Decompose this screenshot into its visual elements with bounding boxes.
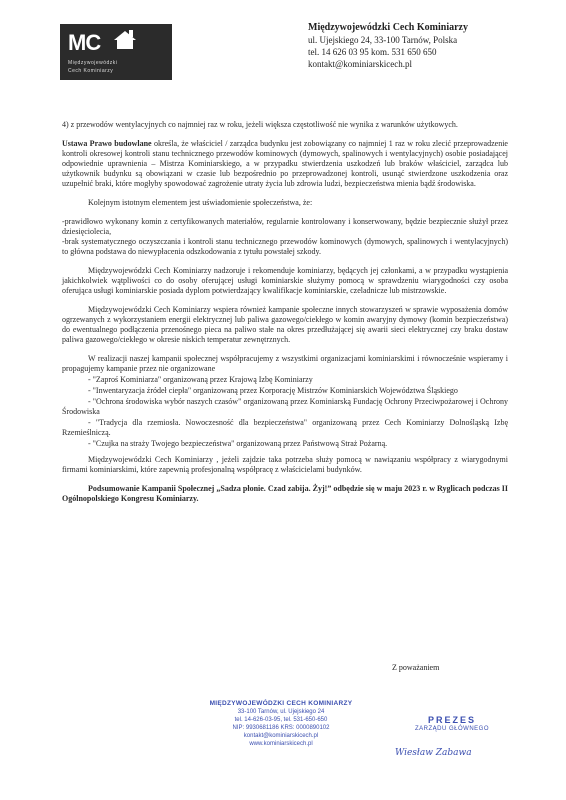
logo-line-2: Cech Kominiarzy xyxy=(68,68,114,74)
chimney-house-icon xyxy=(112,28,138,50)
org-street: ul. Ujejskiego 24, 33-100 Tarnów, Polska xyxy=(308,35,458,45)
list-item: - "Ochrona środowiska wybór naszych czasów" organizowaną przez Kominiarską Fundację Ochrony Przeciwpożarowej i Ochrony Środowiska xyxy=(62,397,508,416)
closing-phrase: Z poważaniem xyxy=(392,663,440,672)
cech-logo xyxy=(60,24,172,80)
organization-stamp xyxy=(196,700,366,748)
paragraph-summary: Podsumowanie Kampanii Społecznej „Sadza płonie. Czad zabija. Żyj!” odbędzie się w maju 2023 r. w Ryglicach podczas II Ogólnopolskiego Kongresu Kominiarzy. xyxy=(62,484,508,503)
point-cleaning: -brak systematycznego oczyszczania i kontroli stanu technicznego przewodów kominowych (dymowych, spalinowych i wentylacyjnych) to główna podstawa do niewypłacenia odszkodowania z tytułu powstałej szkody. xyxy=(62,237,508,256)
list-item: - "Inwentaryzacja źródeł ciepła" organizowaną przez Korporację Mistrzów Kominiarskich Województwa Śląskiego xyxy=(88,386,458,395)
list-item: - "Tradycja dla rzemiosła. Nowoczesność dla bezpieczeństwa" organizowaną przez Cech Kominiarzy Dolnośląską Izbę Rzemieślniczą. xyxy=(62,418,508,437)
stamp-website: www.kominiarskicech.pl xyxy=(249,741,313,747)
stamp-phone: tel. 14-626-03-95, tel. 531-650-650 xyxy=(234,717,328,723)
law-title: Ustawa Prawo budowlane xyxy=(62,139,152,148)
list-item: - "Zaproś Kominiarza" organizowaną przez Krajową Izbę Kominiarzy xyxy=(88,375,313,384)
org-name: Międzywojewódzki Cech Kominiarzy xyxy=(308,22,468,33)
stamp-nip: NIP: 9930681186 KRS: 0000890102 xyxy=(232,725,330,731)
paragraph-help: Międzywojewódzki Cech Kominiarzy , jeżeli zajdzie taka potrzeba służy pomocą w nawiązaniu współpracy z wiarygodnymi firmami kominiarskimi, które zapewnią profesjonalną współpracę z właścicielami budynków. xyxy=(62,455,508,474)
law-text: określa, że właściciel / zarządca budynku jest zobowiązany co najmniej 1 raz w roku zlecić przeprowadzenie kontroli okresowej kontroli stanu technicznego przewodów kominowych (dymowych, spalinowych i wentylacyjnych) osobie posiadającej odpowiednie uprawnienia – Mistrza Kominiarskiego, a w przypadku stwierdzenia uszkodzeń lub braków właściciel, zarządca lub użytkownik budynku są obowiązani w czasie lub bezpośrednio po przeprowadzonej kontroli, usunąć stwierdzone uszkodzenia oraz uzupełnić braki, które mogłyby spowodować zagrożenie utraty życia lub zdrowia ludzi, bezpieczeństwa mienia bądź środowiska. xyxy=(62,139,508,188)
list-item: - "Czujka na straży Twojego bezpieczeństwa" organizowaną przez Państwową Straż Pożarną. xyxy=(88,439,388,448)
signature: Wiesław Zabawa xyxy=(395,748,472,758)
paragraph-supervision: Międzywojewódzki Cech Kominiarzy nadzoruje i rekomenduje kominiarzy, będących jej członkami, a w przypadku wystąpienia jakichkolwiek wątpliwości co do osoby oferującej usługi kominiarskie służymy pomocą w sprawdzeniu wiarygodności czy osoba oferująca usługi kominiarskie posiada dyplom potwierdzający kwalifikacje kominiarskie, czeladnicze lub mistrzowskie. xyxy=(62,266,508,295)
org-phone: tel. 14 626 03 95 kom. 531 650 650 xyxy=(308,47,437,57)
campaign-list xyxy=(62,375,508,449)
logo-mark: MC xyxy=(68,30,101,55)
logo-line-1: Międzywojewódzki xyxy=(68,60,118,66)
president-stamp xyxy=(392,715,512,732)
paragraph-cooperation: W realizacji naszej kampanii społecznej współpracujemy z wszystkimi organizacjami kominiarskimi i równocześnie wspieramy i propagujemy kampanie przez nie organizowane xyxy=(62,354,508,373)
president-subtitle: ZARZĄDU GŁÓWNEGO xyxy=(414,726,489,732)
paragraph-awareness: Kolejnym istotnym elementem jest uświadomienie społeczeństwa, że: xyxy=(88,198,313,207)
point-certified: -prawidłowo wykonany komin z certyfikowanych materiałów, regularnie kontrolowany i konserwowany, będzie bezpiecznie służył przez dziesięciolecia, xyxy=(62,217,508,236)
org-email: kontakt@kominiarskicech.pl xyxy=(308,59,413,69)
stamp-address: 33-100 Tarnów, ul. Ujejskiego 24 xyxy=(237,709,325,715)
stamp-email: kontakt@kominiarskicech.pl xyxy=(243,733,319,739)
paragraph-points xyxy=(62,217,508,257)
president-title: PREZES xyxy=(427,715,476,725)
paragraph-law xyxy=(62,139,508,189)
letterhead-address xyxy=(308,22,548,70)
letter-body xyxy=(62,120,508,513)
paragraph-ventilation: 4) z przewodów wentylacyjnych co najmniej raz w roku, jeżeli większa częstotliwość nie wynika z warunków użytkowych. xyxy=(62,120,458,129)
stamp-name: MIĘDZYWOJEWÓDZKI CECH KOMINIARZY xyxy=(209,700,353,707)
paragraph-campaigns: Międzywojewódzki Cech Kominiarzy wspiera również kampanie społeczne innych stowarzyszeń w sprawie wyposażenia domów ogrzewanych z wykorzystaniem energii elektrycznej lub paliwa gazowego/ciekłego w komin awaryjny dymowy (komin bezpieczeństwa) do ewentualnego podłączenia przenośnego pieca na paliwo stałe na okres przedłużającej się awarii sieci elektrycznej czy braku dostaw paliwa gazowego/ciekłego w okresie niskich temperatur zewnętrznych. xyxy=(62,305,508,344)
